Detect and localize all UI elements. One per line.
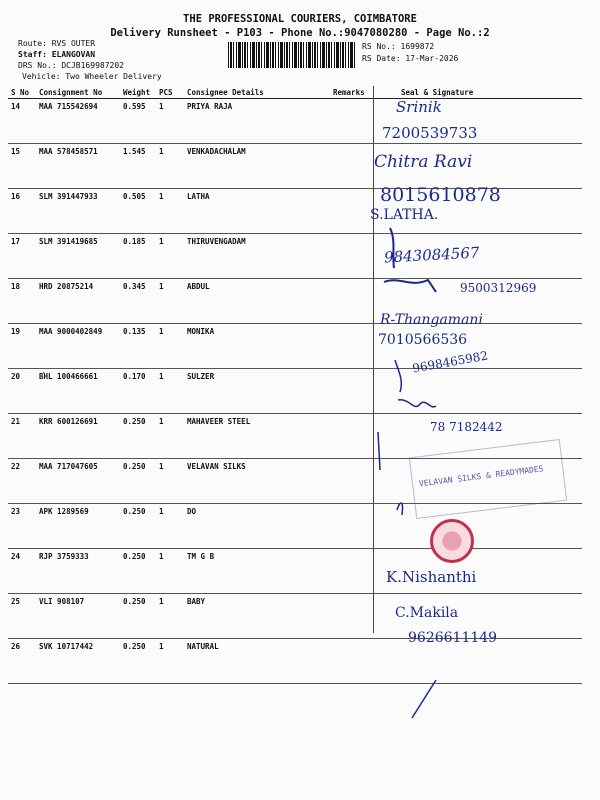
pen-stroke bbox=[384, 280, 436, 292]
cell-pcs: 1 bbox=[156, 459, 184, 504]
phone-20: 9698465982 bbox=[411, 348, 489, 376]
cell-pcs: 1 bbox=[156, 99, 184, 144]
cell-pcs: 1 bbox=[156, 279, 184, 324]
cell-pcs: 1 bbox=[156, 234, 184, 279]
signature-14: Srinik bbox=[396, 98, 442, 116]
signature-16: S.LATHA. bbox=[370, 207, 439, 223]
cell-sno: 23 bbox=[8, 504, 36, 549]
cell-pcs: 1 bbox=[156, 504, 184, 549]
cell-consignee: PRIYA RAJA bbox=[184, 99, 330, 144]
signature-19: R-Thangamani bbox=[380, 312, 483, 328]
cell-weight: 0.505 bbox=[120, 189, 156, 234]
cell-consignment: SVK 10717442 bbox=[36, 639, 120, 684]
cell-consignee: NATURAL bbox=[184, 639, 330, 684]
pen-stroke bbox=[398, 400, 436, 407]
cell-sno: 26 bbox=[8, 639, 36, 684]
cell-pcs: 1 bbox=[156, 594, 184, 639]
cell-pcs: 1 bbox=[156, 414, 184, 459]
rs-number: RS No.: 1699872 bbox=[362, 42, 435, 51]
phone-21: 78 7182442 bbox=[430, 420, 503, 434]
pen-stroke bbox=[395, 360, 401, 392]
cell-consignee: TM G B bbox=[184, 549, 330, 594]
cell-consignment: BHL 100466661 bbox=[36, 369, 120, 414]
cell-pcs: 1 bbox=[156, 324, 184, 369]
col-consignee: Consignee Details bbox=[184, 86, 330, 99]
cell-pcs: 1 bbox=[156, 144, 184, 189]
cell-consignment: RJP 3759333 bbox=[36, 549, 120, 594]
cell-consignee: THIRUVENGADAM bbox=[184, 234, 330, 279]
cell-sno: 25 bbox=[8, 594, 36, 639]
cell-weight: 0.185 bbox=[120, 234, 156, 279]
vehicle-text: Vehicle: Two Wheeler Delivery bbox=[22, 72, 162, 81]
cell-consignment: MAA 9000402849 bbox=[36, 324, 120, 369]
phone-19: 7010566536 bbox=[378, 332, 468, 348]
company-title: THE PROFESSIONAL COURIERS, COIMBATORE bbox=[183, 13, 417, 25]
runsheet-title: Delivery Runsheet - P103 - Phone No.:9047080280 - Page No.:2 bbox=[110, 27, 490, 39]
cell-weight: 0.345 bbox=[120, 279, 156, 324]
cell-sno: 15 bbox=[8, 144, 36, 189]
cell-consignee: LATHA bbox=[184, 189, 330, 234]
cell-consignee: MAHAVEER STEEL bbox=[184, 414, 330, 459]
phone-26: 9626611149 bbox=[408, 630, 498, 646]
cell-sno: 18 bbox=[8, 279, 36, 324]
cell-sno: 17 bbox=[8, 234, 36, 279]
cell-consignee: BABY bbox=[184, 594, 330, 639]
cell-consignee: MONIKA bbox=[184, 324, 330, 369]
cell-weight: 0.250 bbox=[120, 639, 156, 684]
cell-consignment: APK 1289569 bbox=[36, 504, 120, 549]
pen-mark bbox=[40, 372, 44, 378]
cell-sno: 22 bbox=[8, 459, 36, 504]
pen-stroke bbox=[390, 228, 394, 268]
cell-weight: 0.250 bbox=[120, 459, 156, 504]
drs-number: DRS No.: DCJB169987202 bbox=[18, 61, 124, 70]
staff-text: Staff: ELANGOVAN bbox=[18, 50, 96, 59]
cell-consignment: KRR 600126691 bbox=[36, 414, 120, 459]
stamp-text: VELAVAN SILKS & READYMADES bbox=[418, 464, 544, 489]
col-pcs: PCS bbox=[156, 86, 184, 99]
cell-weight: 1.545 bbox=[120, 144, 156, 189]
cell-consignment: VLI 908107 bbox=[36, 594, 120, 639]
cell-consignee: VELAVAN SILKS bbox=[184, 459, 330, 504]
phone-18: 9500312969 bbox=[460, 281, 537, 295]
col-consignment: Consignment No bbox=[36, 86, 120, 99]
cell-consignee: SULZER bbox=[184, 369, 330, 414]
cell-weight: 0.250 bbox=[120, 504, 156, 549]
phone-17: 9843084567 bbox=[383, 243, 480, 267]
cell-consignee: ABDUL bbox=[184, 279, 330, 324]
pen-stroke bbox=[412, 680, 436, 718]
cell-consignment: MAA 717047605 bbox=[36, 459, 120, 504]
cell-pcs: 1 bbox=[156, 189, 184, 234]
cell-weight: 0.595 bbox=[120, 99, 156, 144]
col-remarks: Remarks bbox=[330, 86, 376, 99]
cell-sno: 16 bbox=[8, 189, 36, 234]
cell-sno: 20 bbox=[8, 369, 36, 414]
cell-pcs: 1 bbox=[156, 369, 184, 414]
cell-weight: 0.250 bbox=[120, 414, 156, 459]
pen-stroke bbox=[378, 432, 380, 470]
cell-pcs: 1 bbox=[156, 549, 184, 594]
phone-16: 8015610878 bbox=[380, 184, 501, 206]
cell-sno: 14 bbox=[8, 99, 36, 144]
cell-sno: 21 bbox=[8, 414, 36, 459]
cell-consignment: HRD 20875214 bbox=[36, 279, 120, 324]
signature-15: Chitra Ravi bbox=[374, 152, 473, 172]
cell-weight: 0.135 bbox=[120, 324, 156, 369]
col-signature: Seal & Signature bbox=[376, 86, 582, 99]
cell-weight: 0.250 bbox=[120, 594, 156, 639]
route-text: Route: RVS OUTER bbox=[18, 39, 96, 48]
signature-25: K.Nishanthi bbox=[386, 568, 477, 586]
cell-consignment: SLM 391447933 bbox=[36, 189, 120, 234]
col-sno: S No bbox=[8, 86, 36, 99]
signature-26: C.Makila bbox=[395, 605, 459, 621]
cell-pcs: 1 bbox=[156, 639, 184, 684]
cell-consignee: DO bbox=[184, 504, 330, 549]
cell-sno: 19 bbox=[8, 324, 36, 369]
cell-consignee: VENKADACHALAM bbox=[184, 144, 330, 189]
pen-stroke bbox=[397, 503, 403, 515]
col-weight: Weight bbox=[120, 86, 156, 99]
cell-weight: 0.170 bbox=[120, 369, 156, 414]
cell-weight: 0.250 bbox=[120, 549, 156, 594]
phone-14: 7200539733 bbox=[382, 124, 478, 142]
cell-consignment: SLM 391419685 bbox=[36, 234, 120, 279]
cell-consignment: MAA 715542694 bbox=[36, 99, 120, 144]
cell-consignment: MAA 578458571 bbox=[36, 144, 120, 189]
cell-sno: 24 bbox=[8, 549, 36, 594]
rs-date: RS Date: 17-Mar-2026 bbox=[362, 54, 459, 63]
